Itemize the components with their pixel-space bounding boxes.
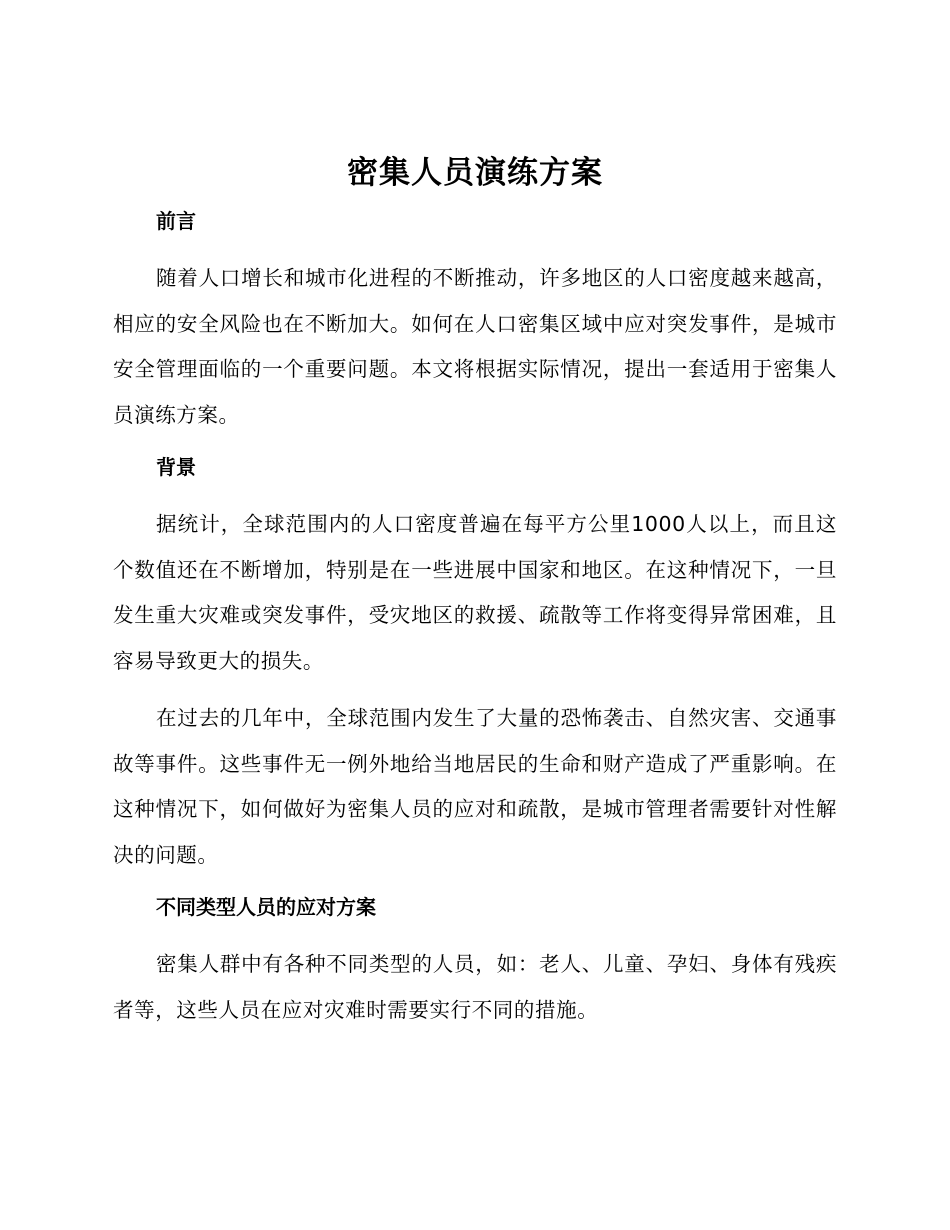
section-heading-preface: 前言: [156, 209, 196, 233]
paragraph-background-1: 据统计，全球范围内的人口密度普遍在每平方公里1000人以上，而且这个数值还在不断增加，特别是在一些进展中国家和地区。在这种情况下，一旦发生重大灾难或突发事件，受灾地区的救援、疏散等工作将变得异常困难，且容易导致更大的损失。: [113, 512, 837, 673]
section-heading-background: 背景: [156, 455, 196, 479]
document-title: 密集人员演练方案: [347, 155, 603, 191]
section-heading-response-plans: 不同类型人员的应对方案: [156, 895, 376, 919]
paragraph-background-2: 在过去的几年中，全球范围内发生了大量的恐怖袭击、自然灾害、交通事故等事件。这些事件无一例外地给当地居民的生命和财产造成了严重影响。在这种情况下，如何做好为密集人员的应对和疏散，是城市管理者需要针对性解决的问题。: [113, 706, 837, 867]
paragraph-preface: 随着人口增长和城市化进程的不断推动，许多地区的人口密度越来越高，相应的安全风险也在不断加大。如何在人口密集区域中应对突发事件，是城市安全管理面临的一个重要问题。本文将根据实际情况，提出一套适用于密集人员演练方案。: [113, 266, 837, 427]
paragraph-response-plans: 密集人群中有各种不同类型的人员，如：老人、儿童、孕妇、身体有残疾者等，这些人员在应对灾难时需要实行不同的措施。: [113, 952, 837, 1022]
document-page: [113, 150, 837, 1033]
